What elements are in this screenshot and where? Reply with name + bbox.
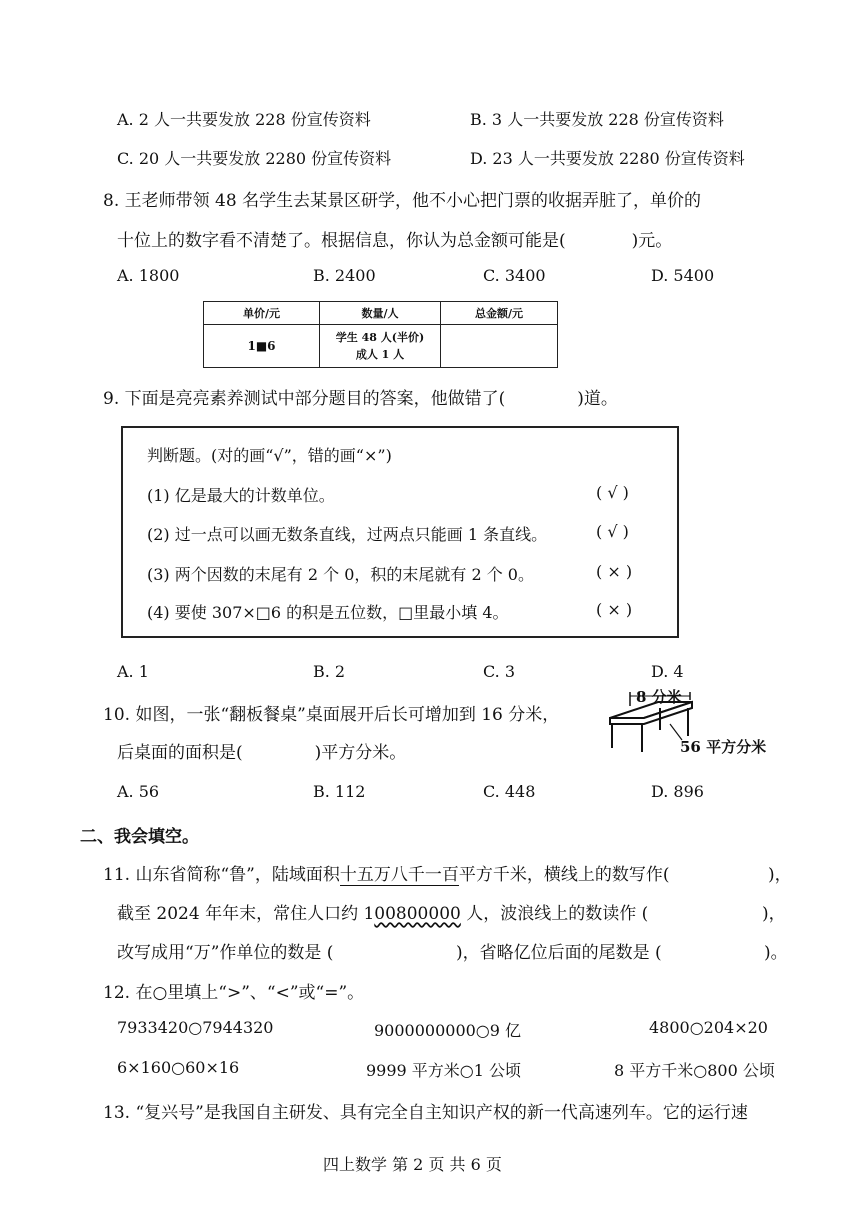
header-total: 总金额/元 bbox=[441, 302, 558, 325]
q12-item-5: 9999 平方米○1 公顷 bbox=[366, 1061, 522, 1080]
q11-l2-pre: 截至 2024 年年末，常住人口约 1 bbox=[117, 904, 375, 924]
q11-l3-mid: )，省略亿位后面的尾数是 ( bbox=[456, 943, 662, 963]
q12-item-4: 6×160○60×16 bbox=[117, 1058, 240, 1077]
q11-l2-post: 人，波浪线上的数读作 ( bbox=[460, 904, 649, 924]
q7-option-c: C. 20 人一共要发放 2280 份宣传资料 bbox=[117, 149, 392, 168]
q9-option-c: C. 3 bbox=[483, 662, 516, 681]
q8-option-c: C. 3400 bbox=[483, 266, 546, 285]
qty-adults: 成人 1 人 bbox=[355, 348, 405, 361]
q8-line1: 8. 王老师带领 48 名学生去某景区研学，他不小心把门票的收据弄脏了，单价的 bbox=[103, 191, 702, 211]
tf-item-4: (4) 要使 307×□6 的积是五位数，□里最小填 4。 bbox=[147, 603, 509, 622]
fig-label-side: 56 平方分米 bbox=[680, 738, 767, 756]
fig-label-top: 8 分米 bbox=[636, 688, 682, 706]
receipt-table bbox=[203, 301, 558, 368]
tf-item-1: (1) 亿是最大的计数单位。 bbox=[147, 486, 335, 505]
tf-mark-1: ( √ ) bbox=[596, 483, 629, 502]
q9-option-b: B. 2 bbox=[313, 662, 346, 681]
total-cell bbox=[441, 325, 558, 368]
q10-option-a: A. 56 bbox=[117, 782, 160, 801]
q7-option-a: A. 2 人一共要发放 228 份宣传资料 bbox=[117, 110, 371, 129]
tf-mark-2: ( √ ) bbox=[596, 522, 629, 541]
q8-line2-post: )元。 bbox=[631, 231, 673, 251]
q11-line2 bbox=[117, 899, 648, 924]
q9-option-d: D. 4 bbox=[651, 662, 684, 681]
q10-line1: 10. 如图，一张“翻板餐桌”桌面展开后长可增加到 16 分米， bbox=[103, 705, 560, 725]
q11-l3-end: )。 bbox=[764, 943, 788, 963]
price-cell bbox=[204, 325, 320, 368]
q9-line bbox=[103, 384, 618, 409]
q10-option-b: B. 112 bbox=[313, 782, 366, 801]
tf-item-3: (3) 两个因数的末尾有 2 个 0，积的末尾就有 2 个 0。 bbox=[147, 565, 534, 584]
q7-option-d: D. 23 人一共要发放 2280 份宣传资料 bbox=[470, 149, 745, 168]
q12-item-3: 4800○204×20 bbox=[649, 1018, 768, 1037]
smudged-price: 1■6 bbox=[247, 339, 276, 353]
q8-line2 bbox=[117, 226, 672, 251]
q10-line2-pre: 后桌面的面积是( bbox=[117, 743, 243, 763]
q9-option-a: A. 1 bbox=[117, 662, 149, 681]
q12-item-2: 9000000000○9 亿 bbox=[374, 1021, 522, 1040]
q9-line-pre: 9. 下面是亮亮素养测试中部分题目的答案，他做错了( bbox=[103, 389, 506, 409]
section2-title: 二、我会填空。 bbox=[80, 827, 199, 847]
q8-line2-pre: 十位上的数字看不清楚了。根据信息，你认为总金额可能是( bbox=[117, 231, 566, 251]
q10-option-c: C. 448 bbox=[483, 782, 536, 801]
header-qty: 数量/人 bbox=[320, 302, 441, 325]
q7-option-b: B. 3 人一共要发放 228 份宣传资料 bbox=[470, 110, 724, 129]
q10-line2 bbox=[117, 738, 406, 763]
q11-wavy-number: 00800000 bbox=[374, 904, 461, 924]
qty-students: 学生 48 人(半价) bbox=[335, 331, 425, 344]
tf-mark-4: ( × ) bbox=[596, 600, 633, 619]
q11-l2-end: )， bbox=[762, 904, 786, 924]
header-price: 单价/元 bbox=[204, 302, 320, 325]
q8-option-a: A. 1800 bbox=[117, 266, 180, 285]
q11-underlined-number: 十五万八千一百 bbox=[339, 865, 459, 885]
q10-line2-post: )平方分米。 bbox=[314, 743, 407, 763]
q12-item-6: 8 平方千米○800 公顷 bbox=[614, 1061, 775, 1080]
q12-line: 12. 在○里填上“>”、“<”或“=”。 bbox=[103, 983, 365, 1003]
tf-title: 判断题。(对的画“√”，错的画“×”) bbox=[147, 446, 392, 465]
q8-option-d: D. 5400 bbox=[651, 266, 715, 285]
q10-option-d: D. 896 bbox=[651, 782, 704, 801]
q8-option-b: B. 2400 bbox=[313, 266, 376, 285]
q11-l1-pre: 11. 山东省简称“鲁”，陆域面积 bbox=[103, 865, 340, 885]
q12-item-1: 7933420○7944320 bbox=[117, 1018, 274, 1037]
tf-item-2: (2) 过一点可以画无数条直线，过两点只能画 1 条直线。 bbox=[147, 525, 548, 544]
q13-line: 13. “复兴号”是我国自主研发、具有完全自主知识产权的新一代高速列车。它的运行速 bbox=[103, 1103, 748, 1123]
qty-cell bbox=[320, 325, 441, 368]
page-footer: 四上数学 第 2 页 共 6 页 bbox=[323, 1155, 502, 1174]
q11-l3-pre: 改写成用“万”作单位的数是 ( bbox=[117, 943, 334, 963]
q11-l1-end: )， bbox=[768, 865, 792, 885]
q9-line-post: )道。 bbox=[577, 389, 618, 409]
q11-l1-post: 平方千米，横线上的数写作( bbox=[458, 865, 670, 885]
tf-mark-3: ( × ) bbox=[596, 562, 633, 581]
q11-line1 bbox=[103, 860, 669, 885]
